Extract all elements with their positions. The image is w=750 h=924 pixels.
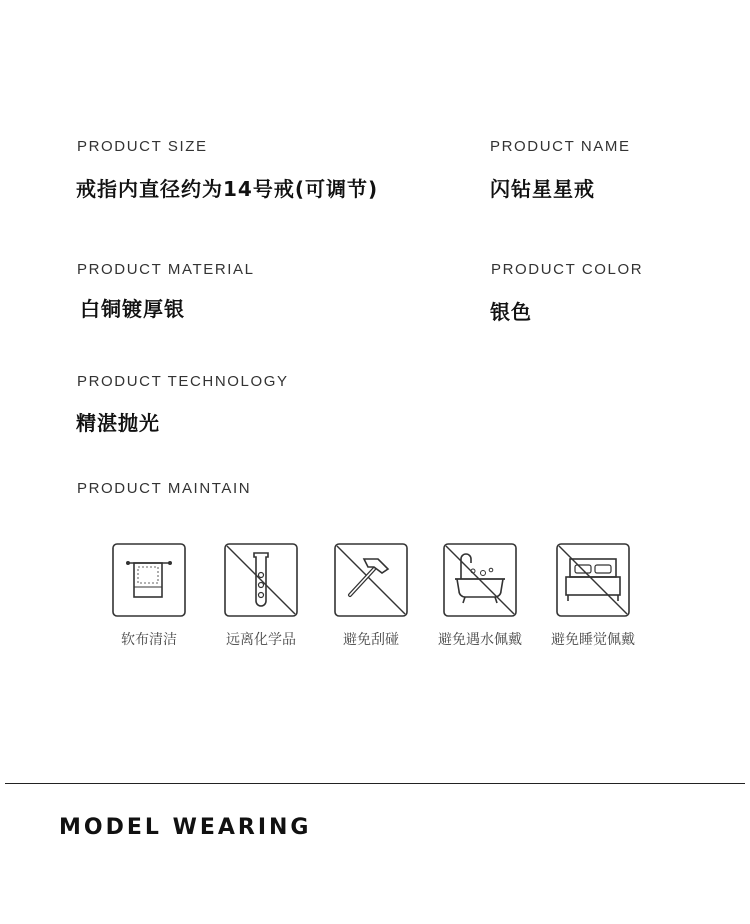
product-technology-value: 精湛抛光 <box>76 411 160 435</box>
test-tube-icon <box>224 543 298 617</box>
care-item-water <box>420 543 540 649</box>
care-item-scratches <box>311 543 431 649</box>
bed-icon <box>556 543 630 617</box>
care-item-soft-cloth <box>89 543 209 649</box>
hammer-icon <box>334 543 408 617</box>
care-label: 避免刮碰 <box>343 632 399 648</box>
product-material-label: PRODUCT MATERIAL <box>77 261 255 278</box>
model-wearing-title: MODEL WEARING <box>59 815 312 840</box>
care-item-chemicals <box>201 543 321 649</box>
product-color-value: 银色 <box>490 300 532 324</box>
product-name-value: 闪钻星星戒 <box>490 177 595 201</box>
bathtub-icon <box>443 543 517 617</box>
product-color-label: PRODUCT COLOR <box>491 261 644 278</box>
product-material-value: 白铜镀厚银 <box>80 297 185 321</box>
care-label: 避免遇水佩戴 <box>438 632 522 648</box>
product-size-value: 戒指内直径约为14号戒(可调节) <box>76 177 379 201</box>
product-technology-label: PRODUCT TECHNOLOGY <box>77 373 289 390</box>
towel-icon <box>112 543 186 617</box>
care-label: 避免睡觉佩戴 <box>551 632 635 648</box>
care-item-sleeping <box>533 543 653 649</box>
product-size-label: PRODUCT SIZE <box>77 138 208 155</box>
section-divider <box>5 783 745 784</box>
care-label: 软布清洁 <box>121 632 177 648</box>
product-maintain-label: PRODUCT MAINTAIN <box>77 480 252 497</box>
care-label: 远离化学品 <box>226 632 296 648</box>
product-name-label: PRODUCT NAME <box>490 138 631 155</box>
